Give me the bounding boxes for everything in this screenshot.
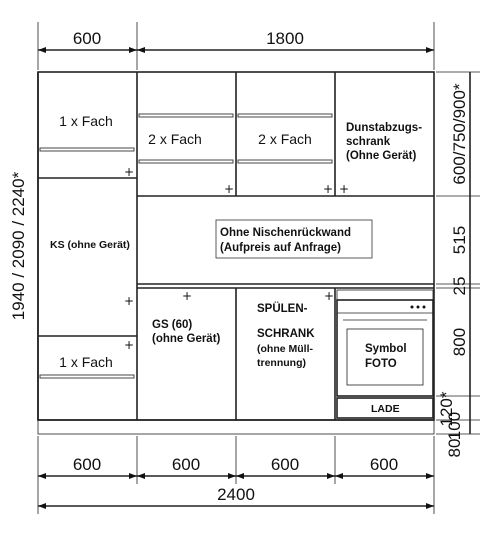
dim-drawer: 120* [437,391,456,427]
dim-col-3: 600 [270,455,300,474]
hood-label-1: Dunstabzugs- [346,122,423,134]
oven-window [347,329,423,385]
sink-label-2: SCHRANK [257,328,315,340]
niche-label-1: Ohne Nischenrückwand [220,227,352,239]
hood-label-2: schrank [346,136,391,148]
dim-gap: 100 [445,411,464,441]
left-dimension [9,72,38,420]
handle-bottom-left [40,375,134,378]
plinth [38,420,434,434]
sink-label-1: SPÜLEN- [257,303,308,315]
cabinet-bottom-left-label: 1 x Fach [59,354,113,370]
top-dimension [38,22,434,70]
oven-label-1: Symbol [365,343,407,355]
gs-label-2: (ohne Gerät) [152,333,221,345]
right-dimension [436,72,480,457]
plus-icon: + [339,182,350,196]
plus-icon: + [324,289,335,303]
dim-col-1: 600 [72,455,102,474]
handle-top-left [40,148,134,151]
cabinet-top-3-label: 2 x Fach [258,131,312,147]
plus-icon: + [124,338,135,352]
gs-label-1: GS (60) [152,319,193,331]
dim-col-4: 600 [369,455,399,474]
dim-hood-height: 600/750/900* [450,83,469,185]
plus-icon: + [224,182,235,196]
drawer-label: LADE [371,403,400,415]
dim-top-left: 600 [72,29,102,48]
cabinet-top-2-label: 2 x Fach [148,131,202,147]
shelf-line [139,160,233,163]
hood-label-3: (Ohne Gerät) [346,150,417,162]
dim-worktop: 25 [450,276,469,296]
shelf-line [238,160,332,163]
oven-top-panel [337,290,433,300]
dim-niche-height: 515 [450,225,469,255]
plus-icon: + [323,182,334,196]
plus-icon: + [124,165,135,179]
bottom-dimension [38,436,434,514]
sink-label-4: trennung) [257,357,306,369]
shelf-line [139,114,233,117]
dim-top-right: 1800 [266,29,304,48]
dim-total-height: 1940 / 2090 / 2240* [9,171,28,321]
dim-base-height: 800 [450,327,469,357]
niche-label-2: (Aufpreis auf Anfrage) [220,242,341,254]
plus-icon: + [182,289,193,303]
dim-total-width: 2400 [217,485,255,504]
oven-label-2: FOTO [365,358,397,370]
ks-label: KS (ohne Gerät) [50,239,130,251]
cabinet-top-left-label: 1 x Fach [59,113,113,129]
dim-col-2: 600 [171,455,201,474]
dim-plinth: 80 [445,438,464,458]
plus-icon: + [124,294,135,308]
sink-label-3: (ohne Müll- [257,343,313,355]
shelf-line [238,114,332,117]
